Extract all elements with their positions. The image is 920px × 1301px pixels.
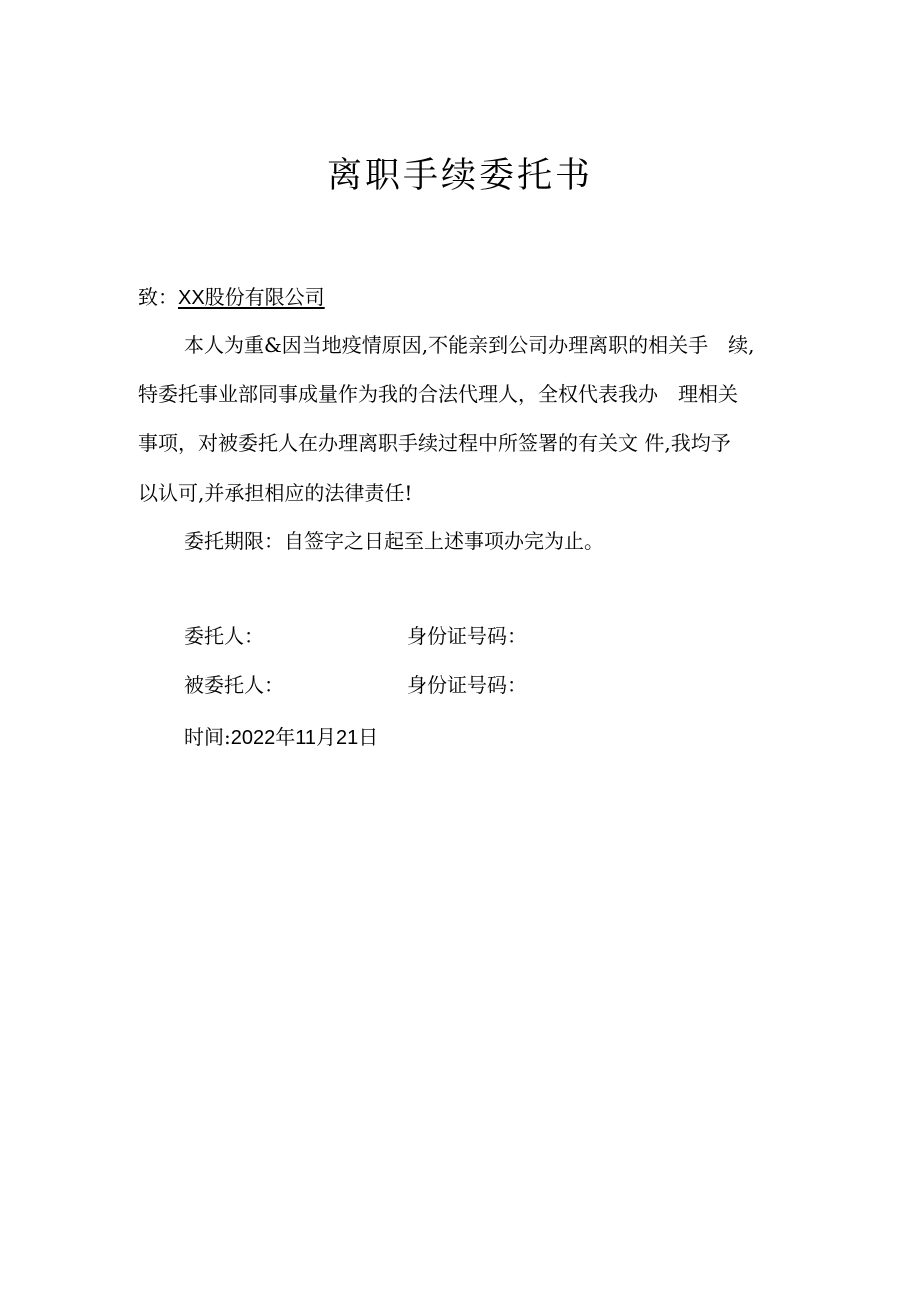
date-label: 时间: [184,725,231,749]
date-line [184,724,378,751]
term-text: 委托期限：自签字之日起至上述事项办完为止。 [184,529,604,553]
addressee-name: XX股份有限公司 [178,287,325,309]
agent-label: 被委托人： [184,673,284,697]
principal-id-label: 身份证号码： [407,624,527,648]
body-line-3 [138,430,786,456]
body-line-1-text: 本人为重&因当地疫情原因,不能亲到公司办理离职的相关手 续, [184,333,755,357]
term-line [184,528,604,554]
body-line-4-text: 以认可,并承担相应的法律责任! [138,481,413,505]
agent-id-label: 身份证号码： [407,673,527,697]
body-line-2-text: 特委托事业部同事成量作为我的合法代理人，全权代表我办 理相关 [138,382,738,406]
body-line-3-text: 事项，对被委托人在办理离职手续过程中所签署的有关文 件,我均予 [138,431,731,455]
addressee-line [138,284,325,311]
body-line-1 [184,332,786,358]
body-line-4 [138,480,412,506]
date-value: 2022年11月21日 [230,727,379,749]
principal-label: 委托人： [184,624,264,648]
body-line-2 [138,381,786,407]
addressee-prefix: 致： [138,285,178,309]
document-title: 离职手续委托书 [326,156,593,196]
